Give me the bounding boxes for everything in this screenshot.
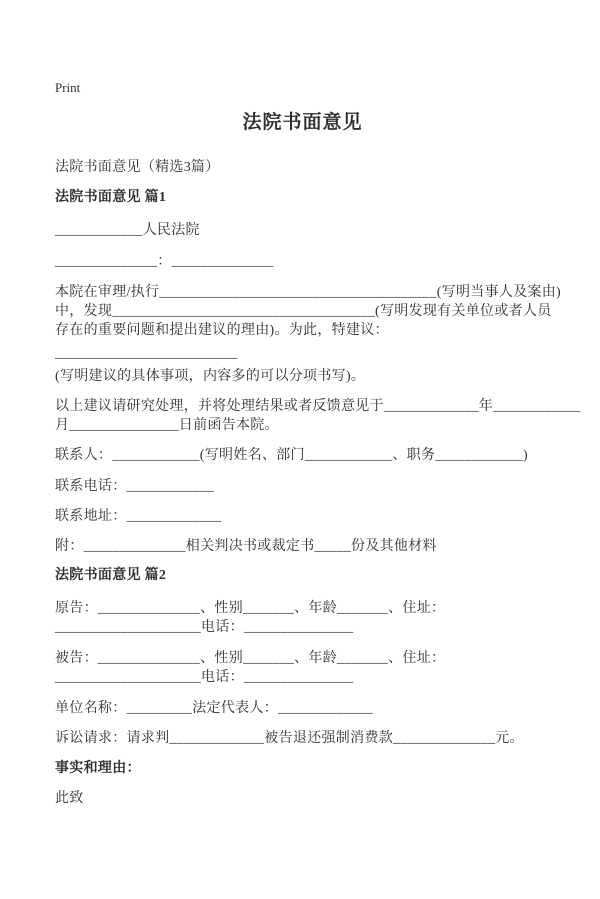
contact-phone-line: 联系电话：____________ <box>55 479 215 494</box>
body-paragraph-line-1: 本院在审理/执行______________________________________(写明当事人及案由) <box>55 285 562 300</box>
closing-line: 此致 <box>55 791 84 806</box>
feedback-line-1: 以上建议请研究处理，并将处理结果或者反馈意见于_____________年____________ <box>55 399 581 414</box>
addressee-line: ______________：______________ <box>55 254 274 269</box>
contact-address-line: 联系地址：_____________ <box>55 509 222 524</box>
suggestion-blank-line: _________________________ <box>55 346 238 361</box>
court-name-line: ____________人民法院 <box>55 223 200 238</box>
plaintiff-line-2: ____________________电话：_______________ <box>55 620 354 635</box>
page-title: 法院书面意见 <box>242 112 363 133</box>
section1-heading: 法院书面意见 篇1 <box>55 190 167 205</box>
company-line: 单位名称：_________法定代表人：_____________ <box>55 701 373 716</box>
feedback-line-2: 月_______________日前函告本院。 <box>55 418 279 433</box>
plaintiff-line-1: 原告：______________、性别_______、年龄_______、住址： <box>55 601 446 616</box>
attachment-line: 附：______________相关判决书或裁定书_____份及其他材料 <box>55 539 437 554</box>
section2-heading: 法院书面意见 篇2 <box>55 568 167 583</box>
defendant-line-2: ____________________电话：_______________ <box>55 670 354 685</box>
defendant-line-1: 被告：______________、性别_______、年龄_______、住址： <box>55 651 446 666</box>
print-link[interactable]: Print <box>55 80 81 95</box>
suggestion-note: (写明建议的具体事项，内容多的可以分项书写)。 <box>55 369 366 384</box>
claim-line: 诉讼请求：请求判_____________被告退还强制消费款______________元。 <box>55 731 524 746</box>
subtitle: 法院书面意见（精选3篇） <box>55 160 220 175</box>
body-paragraph-line-3: 存在的重要问题和提出建议的理由)。为此，特建议： <box>55 323 389 338</box>
body-paragraph-line-2: 中，发现____________________________________(写明发现有关单位或者人员 <box>55 304 552 319</box>
facts-heading: 事实和理由： <box>55 761 141 776</box>
contact-person-line: 联系人：____________(写明姓名、部门____________、职务____________) <box>55 448 528 463</box>
